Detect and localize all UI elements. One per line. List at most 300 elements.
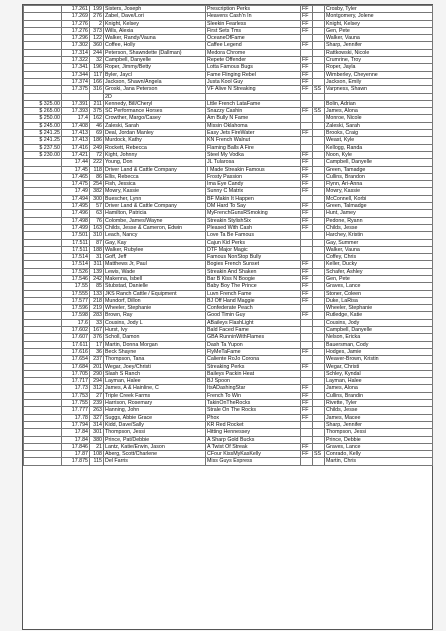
owner-cell: Murdock, Kathy xyxy=(104,137,206,144)
ff-cell: FF xyxy=(301,407,313,414)
time-cell: 17.55 xyxy=(62,283,90,290)
draw-number-cell: 276 xyxy=(90,13,104,20)
horse-cell: Lttle French LataFame xyxy=(206,100,301,107)
payout-cell xyxy=(24,254,62,261)
ff-cell xyxy=(301,239,313,246)
draw-number-cell: 382 xyxy=(90,188,104,195)
ss-cell xyxy=(313,159,325,166)
draw-number-cell: 211 xyxy=(90,100,104,107)
time-cell: 17.84 xyxy=(62,436,90,443)
ss-cell: SS xyxy=(313,451,325,458)
table-row xyxy=(24,78,433,85)
table-row xyxy=(24,414,433,421)
table-row xyxy=(24,100,433,107)
payout-cell: $ 241.25 xyxy=(24,137,62,144)
ss-cell xyxy=(313,378,325,385)
owner-cell: Zaleski, Sarah xyxy=(104,122,206,129)
horse-cell: ABaileys FlashLight xyxy=(206,319,301,326)
horse-cell: Pleased With Cash xyxy=(206,224,301,231)
payout-cell xyxy=(24,312,62,319)
draw-number-cell: 118 xyxy=(90,166,104,173)
time-cell: 17.755 xyxy=(62,400,90,407)
ss-cell xyxy=(313,421,325,428)
ss-cell xyxy=(313,217,325,224)
owner-cell: Young, Don xyxy=(104,159,206,166)
time-cell: 17.276 xyxy=(62,27,90,34)
horse-cell: Repete Offender xyxy=(206,57,301,64)
time-cell: 17.296 xyxy=(62,35,90,42)
horse-cell: Caffee Legend xyxy=(206,42,301,49)
ff-cell: FF xyxy=(301,166,313,173)
ss-cell xyxy=(313,239,325,246)
owner-cell: Walker, Rubylee xyxy=(104,246,206,253)
table-row xyxy=(24,181,433,188)
rider-cell: Flynn, Ari-Anna xyxy=(325,181,433,188)
time-cell: 17.87 xyxy=(62,451,90,458)
ff-cell xyxy=(301,100,313,107)
ff-cell: FF xyxy=(301,86,313,93)
rider-cell: Duke, LaRisa xyxy=(325,297,433,304)
table-row xyxy=(24,195,433,202)
horse-cell: CFour KissMyKasKelly xyxy=(206,451,301,458)
table-row xyxy=(24,217,433,224)
ss-cell xyxy=(313,319,325,326)
time-cell: 17.555 xyxy=(62,290,90,297)
owner-cell: Suggs, Abbie Grace xyxy=(104,414,206,421)
time-cell: 17.344 xyxy=(62,71,90,78)
time-cell: 17.375 xyxy=(62,86,90,93)
table-row xyxy=(24,451,433,458)
owner-cell: Buescher, Lynn xyxy=(104,195,206,202)
payout-cell xyxy=(24,327,62,334)
horse-cell: Medora Chrome xyxy=(206,49,301,56)
ss-cell xyxy=(313,166,325,173)
time-cell: 17.875 xyxy=(62,458,90,465)
rider-cell: Conrado, Kelly xyxy=(325,451,433,458)
rider-cell: Schafer, Ashley xyxy=(325,268,433,275)
owner-cell: Martin, Donna Morgan xyxy=(104,341,206,348)
draw-number-cell: 263 xyxy=(90,407,104,414)
owner-cell: Triple Creek Farms xyxy=(104,392,206,399)
payout-cell xyxy=(24,188,62,195)
horse-cell: FlyMeTaFame xyxy=(206,348,301,355)
ff-cell: FF xyxy=(301,451,313,458)
horse-cell: Missin Oklahoma xyxy=(206,122,301,129)
table-row xyxy=(24,49,433,56)
payout-cell xyxy=(24,414,62,421)
horse-cell: BF Makin It Happen xyxy=(206,195,301,202)
owner-cell: Prince, Pat/Debbie xyxy=(104,436,206,443)
time-cell: 17.276 xyxy=(62,20,90,27)
owner-cell: Kidd, Dave/Sally xyxy=(104,421,206,428)
ff-cell: FF xyxy=(301,363,313,370)
draw-number-cell: 239 xyxy=(90,400,104,407)
rider-cell: Martin, Chris xyxy=(325,458,433,465)
ff-cell xyxy=(301,305,313,312)
payout-cell xyxy=(24,217,62,224)
owner-cell: Groski, Jana Peterson xyxy=(104,86,206,93)
draw-number-cell: 218 xyxy=(90,297,104,304)
time-cell: 17.511 xyxy=(62,239,90,246)
rider-cell: Rutledge, Katie xyxy=(325,312,433,319)
table-row xyxy=(24,6,433,13)
ss-cell xyxy=(313,93,325,100)
horse-cell: GBA RunninWithFlames xyxy=(206,334,301,341)
draw-number-cell: 244 xyxy=(90,49,104,56)
table-row xyxy=(24,86,433,93)
table-row xyxy=(24,93,433,100)
ss-cell xyxy=(313,224,325,231)
horse-cell: Streaking Perks xyxy=(206,363,301,370)
draw-number-cell: 46 xyxy=(90,122,104,129)
rider-cell: Harchey, Kristin xyxy=(325,232,433,239)
payout-cell xyxy=(24,283,62,290)
payout-cell xyxy=(24,370,62,377)
table-row xyxy=(24,144,433,151)
ff-cell: FF xyxy=(301,27,313,34)
draw-number-cell: 316 xyxy=(90,86,104,93)
draw-number-cell: 36 xyxy=(90,348,104,355)
results-sheet xyxy=(22,4,433,630)
table-row xyxy=(24,443,433,450)
ss-cell xyxy=(313,27,325,34)
payout-cell: $ 245.00 xyxy=(24,122,62,129)
payout-cell xyxy=(24,297,62,304)
draw-number-cell: 163 xyxy=(90,224,104,231)
rider-cell: Crosby, Tyler xyxy=(325,6,433,13)
payout-cell xyxy=(24,239,62,246)
ss-cell xyxy=(313,203,325,210)
time-cell: 17.514 xyxy=(62,254,90,261)
rider-cell: Montgomery, Jolene xyxy=(325,13,433,20)
table-row xyxy=(24,341,433,348)
time-cell: 17.526 xyxy=(62,268,90,275)
ff-cell: FF xyxy=(301,348,313,355)
ss-cell xyxy=(313,290,325,297)
ff-cell: FF xyxy=(301,20,313,27)
rider-cell: Varpness, Shawn xyxy=(325,86,433,93)
rider-cell: Cousins, Jody xyxy=(325,319,433,326)
table-row xyxy=(24,130,433,137)
ff-cell: FF xyxy=(301,78,313,85)
time-cell xyxy=(62,93,90,100)
time-cell: 17.413 xyxy=(62,137,90,144)
horse-cell: JL Tularosa xyxy=(206,159,301,166)
horse-cell: French To Win xyxy=(206,392,301,399)
ss-cell xyxy=(313,275,325,282)
time-cell: 17.794 xyxy=(62,421,90,428)
draw-number-cell: 122 xyxy=(90,35,104,42)
rider-cell: James, Macee xyxy=(325,414,433,421)
horse-cell: Justa Kool Guy xyxy=(206,78,301,85)
owner-cell: Leach, Nancy xyxy=(104,232,206,239)
draw-number-cell: 69 xyxy=(90,130,104,137)
rider-cell: Hodges, Jamie xyxy=(325,348,433,355)
draw-number-cell: 199 xyxy=(90,6,104,13)
ss-cell xyxy=(313,429,325,436)
rider-cell: Prince, Debbie xyxy=(325,436,433,443)
time-cell: 17.44 xyxy=(62,159,90,166)
horse-cell: Am Bully N Fame xyxy=(206,115,301,122)
ff-cell xyxy=(301,458,313,465)
time-cell: 17.45 xyxy=(62,166,90,173)
ss-cell xyxy=(313,181,325,188)
horse-cell: A Twist Of Streak xyxy=(206,443,301,450)
horse-cell: Hitting Hennessey xyxy=(206,429,301,436)
draw-number-cell: 117 xyxy=(90,71,104,78)
rider-cell: Zaleski, Sarah xyxy=(325,122,433,129)
table-row xyxy=(24,283,433,290)
draw-number-cell: 380 xyxy=(90,436,104,443)
time-cell: 17.846 xyxy=(62,443,90,450)
ss-cell xyxy=(313,13,325,20)
draw-number-cell: 300 xyxy=(90,195,104,202)
ss-cell xyxy=(313,35,325,42)
ss-cell xyxy=(313,268,325,275)
horse-cell: Caliente RoJo Corona xyxy=(206,356,301,363)
ss-cell xyxy=(313,20,325,27)
table-row xyxy=(24,151,433,158)
draw-number-cell: 254 xyxy=(90,181,104,188)
ff-cell xyxy=(301,122,313,129)
rider-cell: Gen, Pete xyxy=(325,27,433,34)
table-row xyxy=(24,188,433,195)
ss-cell xyxy=(313,49,325,56)
rider-cell: Rattkowski, Nicole xyxy=(325,49,433,56)
horse-cell: Ima Eye Candy xyxy=(206,181,301,188)
owner-cell: Scholl, Damon xyxy=(104,334,206,341)
horse-cell: DTF Major Magic xyxy=(206,246,301,253)
payout-cell xyxy=(24,181,62,188)
horse-cell: Streakin And Shaken xyxy=(206,268,301,275)
payout-cell xyxy=(24,210,62,217)
table-row xyxy=(24,261,433,268)
draw-number-cell: 167 xyxy=(90,327,104,334)
ff-cell: FF xyxy=(301,71,313,78)
owner-cell: Aberg, Scott/Charlene xyxy=(104,451,206,458)
ff-cell: FF xyxy=(301,290,313,297)
payout-cell xyxy=(24,49,62,56)
ff-cell: FF xyxy=(301,210,313,217)
rider-cell: Keller, Ducky xyxy=(325,261,433,268)
table-row xyxy=(24,13,433,20)
rider-cell: Jackson, Emily xyxy=(325,78,433,85)
payout-cell: $ 241.25 xyxy=(24,130,62,137)
ff-cell xyxy=(301,436,313,443)
horse-cell: Confederate Peach xyxy=(206,305,301,312)
ss-cell xyxy=(313,173,325,180)
rider-cell: Rivette, Tyler xyxy=(325,400,433,407)
ss-cell xyxy=(313,151,325,158)
time-cell: 17.4 xyxy=(62,115,90,122)
time-cell: 17.374 xyxy=(62,78,90,85)
owner-cell: 2D xyxy=(104,93,206,100)
ff-cell: FF xyxy=(301,181,313,188)
ff-cell: FF xyxy=(301,268,313,275)
payout-cell xyxy=(24,443,62,450)
horse-cell: Frosty Passion xyxy=(206,173,301,180)
owner-cell: Knight, Kelsey xyxy=(104,20,206,27)
ff-cell: FF xyxy=(301,312,313,319)
owner-cell: Coffee, Holly xyxy=(104,42,206,49)
ff-cell: FF xyxy=(301,64,313,71)
time-cell: 17.616 xyxy=(62,348,90,355)
ff-cell xyxy=(301,35,313,42)
draw-number-cell: 311 xyxy=(90,261,104,268)
payout-cell: $ 265.00 xyxy=(24,108,62,115)
table-row xyxy=(24,370,433,377)
horse-cell: Bar B Kiss N Boogie xyxy=(206,275,301,282)
owner-cell: Roper, Jimmy/Betty xyxy=(104,64,206,71)
draw-number-cell: 312 xyxy=(90,385,104,392)
ff-cell xyxy=(301,246,313,253)
horse-cell: KN French Walnut xyxy=(206,137,301,144)
time-cell: 17.78 xyxy=(62,414,90,421)
time-cell: 17.611 xyxy=(62,341,90,348)
horse-cell: Sleekin Fearless xyxy=(206,20,301,27)
payout-cell xyxy=(24,71,62,78)
owner-cell: Lewis, Wade xyxy=(104,268,206,275)
ff-cell xyxy=(301,93,313,100)
ss-cell xyxy=(313,443,325,450)
draw-number-cell: 186 xyxy=(90,137,104,144)
horse-cell: Heavens Cash'n In xyxy=(206,13,301,20)
horse-cell: Prescription Perks xyxy=(206,6,301,13)
ff-cell: FF xyxy=(301,188,313,195)
rider-cell: Cullins, Brandon xyxy=(325,173,433,180)
draw-number-cell: 27 xyxy=(90,392,104,399)
ss-cell: SS xyxy=(313,108,325,115)
rider-cell: Hunt, Jamey xyxy=(325,210,433,217)
table-row xyxy=(24,268,433,275)
ss-cell xyxy=(313,137,325,144)
rider-cell: Brooks, Craig xyxy=(325,130,433,137)
ss-cell xyxy=(313,246,325,253)
time-cell: 17.475 xyxy=(62,181,90,188)
horse-cell: I Made Streakin Famous xyxy=(206,166,301,173)
owner-cell: Wegar, Joey/Christi xyxy=(104,363,206,370)
horse-cell: Bald Faced Fame xyxy=(206,327,301,334)
ff-cell xyxy=(301,378,313,385)
table-row xyxy=(24,122,433,129)
time-cell: 17.598 xyxy=(62,312,90,319)
payout-cell xyxy=(24,232,62,239)
ss-cell xyxy=(313,210,325,217)
payout-cell xyxy=(24,203,62,210)
payout-cell xyxy=(24,195,62,202)
ss-cell xyxy=(313,232,325,239)
time-cell: 17.577 xyxy=(62,297,90,304)
rider-cell: Sharp, Jennifer xyxy=(325,421,433,428)
rider-cell: Coffey, Chris xyxy=(325,254,433,261)
time-cell: 17.777 xyxy=(62,407,90,414)
ff-cell: FF xyxy=(301,42,313,49)
time-cell: 17.408 xyxy=(62,122,90,129)
ff-cell: FF xyxy=(301,414,313,421)
horse-cell: DM Hard To Say xyxy=(206,203,301,210)
draw-number-cell: 219 xyxy=(90,305,104,312)
owner-cell: Driver Land & Cattle Company xyxy=(104,166,206,173)
rider-cell: Monroe, Nicole xyxy=(325,115,433,122)
table-row xyxy=(24,297,433,304)
horse-cell: Bogies French Sunset xyxy=(206,261,301,268)
ss-cell xyxy=(313,115,325,122)
ss-cell xyxy=(313,400,325,407)
table-row xyxy=(24,71,433,78)
draw-number-cell: 376 xyxy=(90,334,104,341)
rider-cell: Green, Tamadge xyxy=(325,166,433,173)
payout-cell xyxy=(24,458,62,465)
draw-number-cell: 63 xyxy=(90,210,104,217)
horse-cell: TakinOnTheRocks xyxy=(206,400,301,407)
horse-cell: Baby Boy The Prince xyxy=(206,283,301,290)
table-row xyxy=(24,115,433,122)
ff-cell: FF xyxy=(301,57,313,64)
draw-number-cell: 373 xyxy=(90,27,104,34)
ss-cell xyxy=(313,334,325,341)
rider-cell: Schley, Kyndal xyxy=(325,370,433,377)
table-row xyxy=(24,458,433,465)
payout-cell: $ 230.00 xyxy=(24,151,62,158)
rider-cell: Graves, Lance xyxy=(325,283,433,290)
payout-cell xyxy=(24,319,62,326)
ss-cell xyxy=(313,356,325,363)
table-row xyxy=(24,42,433,49)
table-row xyxy=(24,305,433,312)
draw-number-cell: 21 xyxy=(90,443,104,450)
table-row xyxy=(24,159,433,166)
rider-cell: Graves, Lance xyxy=(325,443,433,450)
rider-cell: James, Alona xyxy=(325,108,433,115)
payout-cell xyxy=(24,64,62,71)
time-cell: 17.499 xyxy=(62,224,90,231)
owner-cell: Ellis, Rebecca xyxy=(104,173,206,180)
ff-cell: FF xyxy=(301,283,313,290)
rider-cell: Noon, Kyle xyxy=(325,151,433,158)
ff-cell: FF xyxy=(301,443,313,450)
ff-cell: FF xyxy=(301,6,313,13)
ff-cell: FF xyxy=(301,217,313,224)
ff-cell: FF xyxy=(301,108,313,115)
rider-cell: Layman, Halee xyxy=(325,378,433,385)
draw-number-cell: 72 xyxy=(90,151,104,158)
owner-cell: Jackson, Shawn/Angela xyxy=(104,78,206,85)
owner-cell: Rockett, Rebecca xyxy=(104,144,206,151)
owner-cell: Hurst, Ivy xyxy=(104,327,206,334)
ff-cell xyxy=(301,341,313,348)
owner-cell: Matthews Jr, Paul xyxy=(104,261,206,268)
horse-cell: OceaneOfFame xyxy=(206,35,301,42)
payout-cell xyxy=(24,20,62,27)
owner-cell: Lantz, Katie/Erwin, Jason xyxy=(104,443,206,450)
table-row xyxy=(24,363,433,370)
time-cell: 17.511 xyxy=(62,246,90,253)
draw-number-cell: 249 xyxy=(90,144,104,151)
payout-cell: $ 325.00 xyxy=(24,100,62,107)
table-row xyxy=(24,407,433,414)
draw-number-cell: 17 xyxy=(90,341,104,348)
rider-cell: Walker, Vauna xyxy=(325,246,433,253)
rider-cell: Stoner, Coleen xyxy=(325,290,433,297)
ff-cell: FF xyxy=(301,130,313,137)
draw-number-cell: 115 xyxy=(90,458,104,465)
ss-cell xyxy=(313,312,325,319)
horse-cell: Love Ta Be Famous xyxy=(206,232,301,239)
owner-cell: Brown, Ray xyxy=(104,312,206,319)
rider-cell: Childs, Jesse xyxy=(325,224,433,231)
owner-cell: Peterson, Shawndette (Dallman) xyxy=(104,49,206,56)
owner-cell: Makenna, Isbell xyxy=(104,275,206,282)
